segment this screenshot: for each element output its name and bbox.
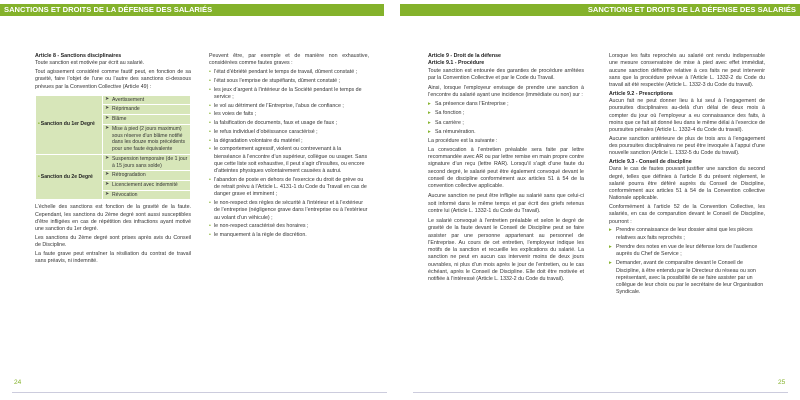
article9-3-heading: Article 9.3 - Conseil de discipline [609, 159, 692, 165]
column-4 [609, 53, 765, 299]
list-item: • les voies de faits ; [209, 111, 369, 118]
list-item: • le non-respect caractérisé des horaires ; [209, 223, 369, 230]
sanction-item: ➤ Réprimande [103, 105, 191, 115]
list-item: • la falsification de documents, faux et usage de faux ; [209, 120, 369, 127]
list-item: • l’état d’ébriété pendant le temps de travail, dûment constaté ; [209, 69, 369, 76]
list-item: ▸ Prendre des notes en vue de leur défense lors de l’audience auprès du Chef de Service ; [609, 244, 765, 259]
header-title-right: SANCTIONS ET DROITS DE LA DÉFENSE DES SALARIÉS [400, 4, 800, 16]
table-row [36, 95, 191, 105]
col4-p4: Dans le cas de fautes pouvant justifier une sanction du second degré, telles que définies à l’article 8 du présent règlement, le salarié pourra être déféré auprès du Conseil de Discipline, conformément aux articles 51 à 54 de la Convention collective Nationale applicable. [609, 166, 765, 202]
sanction-item: ➤ Avertissement [103, 95, 191, 105]
list-item: • le comportement agressif, violent ou contrevenant à la bienséance à l’encontre d’un supérieur, collègue ou usager. Sans que cette liste soit exhaustive, il peut s’agir d’insultes, ou encore d’atteintes physiques volontairement causées à autrui. [209, 146, 369, 175]
article8-intro: Toute sanction est motivée par écrit au salarié. [35, 60, 145, 67]
page-number-right: 25 [778, 379, 786, 386]
article8-p2: Tout agissement considéré comme fautif peut, en fonction de sa gravité, faire l’objet de l’une ou l’autre des sanctions ci-dessous prévues par la Convention Collective (Article 49) : [35, 69, 191, 90]
article9-p1: Toute sanction est entourée des garanties de procédure arrêtées par la Convention Collective et par le Code du Travail. [428, 67, 584, 81]
list-item: • l’abandon de poste en dehors de l’exercice du droit de grève ou de retrait prévu à l’Article L. 4131-1 du Code du Travail en cas de danger grave et imminent ; [209, 177, 369, 199]
list-item: ▸ Sa rémunération. [428, 129, 584, 136]
list-item: ▸ Demander, avant de comparaître devant le Conseil de Discipline, à être entendu par le Directeur du réseau ou son représentant, avec la possibilité de se faire assister par un collègue de leur choix ou par le secrétaire de leur Organisation Syndicale. [609, 260, 765, 296]
list-item: • les jeux d’argent à l’intérieur de la Société pendant le temps de service ; [209, 87, 369, 102]
list-item: ▸ Sa présence dans l’Entreprise ; [428, 101, 584, 108]
article8-p4: Les sanctions du 2ème degré sont prises après avis du Conseil de Discipline. [35, 234, 191, 249]
column-3 [428, 53, 584, 285]
list-item: • la dégradation volontaire du matériel ; [209, 138, 369, 145]
bullet-icon: • [38, 121, 40, 128]
article8-p5: La faute grave peut entraîner la résiliation du contrat de travail sans préavis, ni indemnité. [35, 250, 191, 265]
footer-divider-left [12, 392, 387, 393]
article8-p3: L’échelle des sanctions est fonction de la gravité de la faute. Cependant, les sanctions du 2ème degré sont aussi susceptibles d’être infligées en cas de répétition des infractions ayant motivé une sanction du 1er degré. [35, 204, 191, 233]
article8-heading: Article 8 - Sanctions disciplinaires [35, 53, 122, 59]
list-item: • le refus individuel d’obéissance caractérisé ; [209, 129, 369, 136]
list-item: ▸ Sa carrière ; [428, 120, 584, 127]
column-1 [35, 53, 191, 267]
list-item: • le vol au détriment de l’Entreprise, l’abus de confiance ; [209, 103, 369, 110]
col4-p1: Lorsque les faits reprochés au salarié ont rendu indispensable une mesure conservatoire de mise à pied avec effet immédiat, aucune sanction définitive relative à ces faits ne peut intervenir sans que la procédure prévue à l’Article L. 1332-2 du Code du travail ait été respectée (Article L. 1332-3 du Code du travail). [609, 53, 765, 88]
column-2 [209, 53, 369, 241]
article9-2-heading: Article 9.2 - Prescriptions [609, 90, 673, 97]
degree-2-label: •Sanction du 2e Degré [36, 154, 103, 200]
article9-1-heading: Article 9.1 - Procédure [428, 60, 485, 67]
degree-1-label: •Sanction du 1er Degré [36, 95, 103, 154]
list-item: • le non-respect des règles de sécurité à l’intérieur et à l’extérieur de l’entreprise (négligence grave dans l’entreprise ou à l’extérieur au volant d’un véhicule) ; [209, 200, 369, 222]
article9-p4: La convocation à l’entretien préalable sera faite par lettre recommandée avec AR ou par lettre remise en main propre contre signature d’un reçu (lettre RAR). Lorsqu’il s’agit d’une faute du second degré, le salarié peut être également convoqué devant le conseil de discipline conformément aux articles 51 à 54 de la convention collective applicable. [428, 146, 584, 189]
list-item: • l’état sous l’emprise de stupéfiants, dûment constaté ; [209, 78, 369, 85]
article9-p6: Le salarié convoqué à l’entretien préalable et selon le degré de gravité de la faute devant le Conseil de Discipline peut se faire assister par une personne appartenant au personnel de l’Entreprise. Au cours de cet entretien, l’employeur indique les motifs de la sanction et recueille les explications du salarié. La sanction ne peut en aucun cas intervenir moins de deux jours ouvrables, ni plus d’un mois après le jour de l’entretien, ou le cas échéant, après le Conseil de Discipline. Elle doit être motivée et notifiée à l’intéressé (Article L. 1332-2 du Code du travail). [428, 218, 584, 282]
article9-heading: Article 9 - Droit de la défense [428, 53, 502, 59]
article9-p2: Ainsi, lorsque l’employeur envisage de prendre une sanction à l’encontre du salarié ayant une incidence (immédiate ou non) sur : [428, 85, 584, 99]
col4-p2: Aucun fait ne peut donner lieu à lui seul à l’engagement de poursuites disciplinaires au-delà d’un délai de deux mois à compter du jour où l’employeur a eu connaissance des faits, à moins que ce fait ait donné lieu dans le même délai à l’exercice de poursuites pénales (Article L. 1332-4 du Code du travail). [609, 98, 765, 133]
sanctions-table [35, 95, 191, 201]
list-item: ▸ Prendre connaissance de leur dossier ainsi que les pièces relatives aux faits reprochés ; [609, 227, 765, 242]
col4-p5: Conformément à l’article 52 de la Convention Collective, les salariés, en cas de comparution devant le Conseil de Discipline, pourront : [609, 204, 765, 225]
footer-divider-right [413, 392, 788, 393]
list-item: • le manquement à la règle de discrétion. [209, 232, 369, 239]
col4-p3: Aucune sanction antérieure de plus de trois ans à l’engagement des poursuites disciplinaires ne peut être invoquée à l’appui d’une nouvelle sanction (Article L. 1332-5 du Code du travail). [609, 135, 765, 157]
table-row [36, 154, 191, 170]
sanction-item: ➤ Rétrogradation [103, 171, 191, 181]
header-title-left: SANCTIONS ET DROITS DE LA DÉFENSE DES SALARIÉS [0, 4, 384, 16]
list-item: ▸ Sa fonction ; [428, 110, 584, 117]
sanction-item: ➤ Licenciement avec indemnité [103, 180, 191, 190]
faults-intro: Peuvent être, par exemple et de manière non exhaustive, considérées comme fautes graves : [209, 53, 369, 67]
bullet-icon: • [38, 173, 40, 180]
article9-p5: Aucune sanction ne peut être infligée au salarié sans que celui-ci soit informé dans le même temps et par écrit des griefs retenus contre lui (Article L. 1332-1 du Code du Travail). [428, 193, 584, 214]
sanction-item: ➤ Suspension temporaire (de 1 jour à 15 jours sans solde) [103, 154, 191, 170]
sanction-item: ➤ Révocation [103, 190, 191, 200]
article9-p3: La procédure est la suivante : [428, 138, 498, 144]
page-number-left: 24 [14, 379, 22, 386]
sanction-item: ➤ Blâme [103, 115, 191, 125]
sanction-item: ➤ Mise à pied (2 jours maximum) sous réserve d’un blâme notifié dans les douze mois précédents pour une faute équivalente [103, 124, 191, 154]
